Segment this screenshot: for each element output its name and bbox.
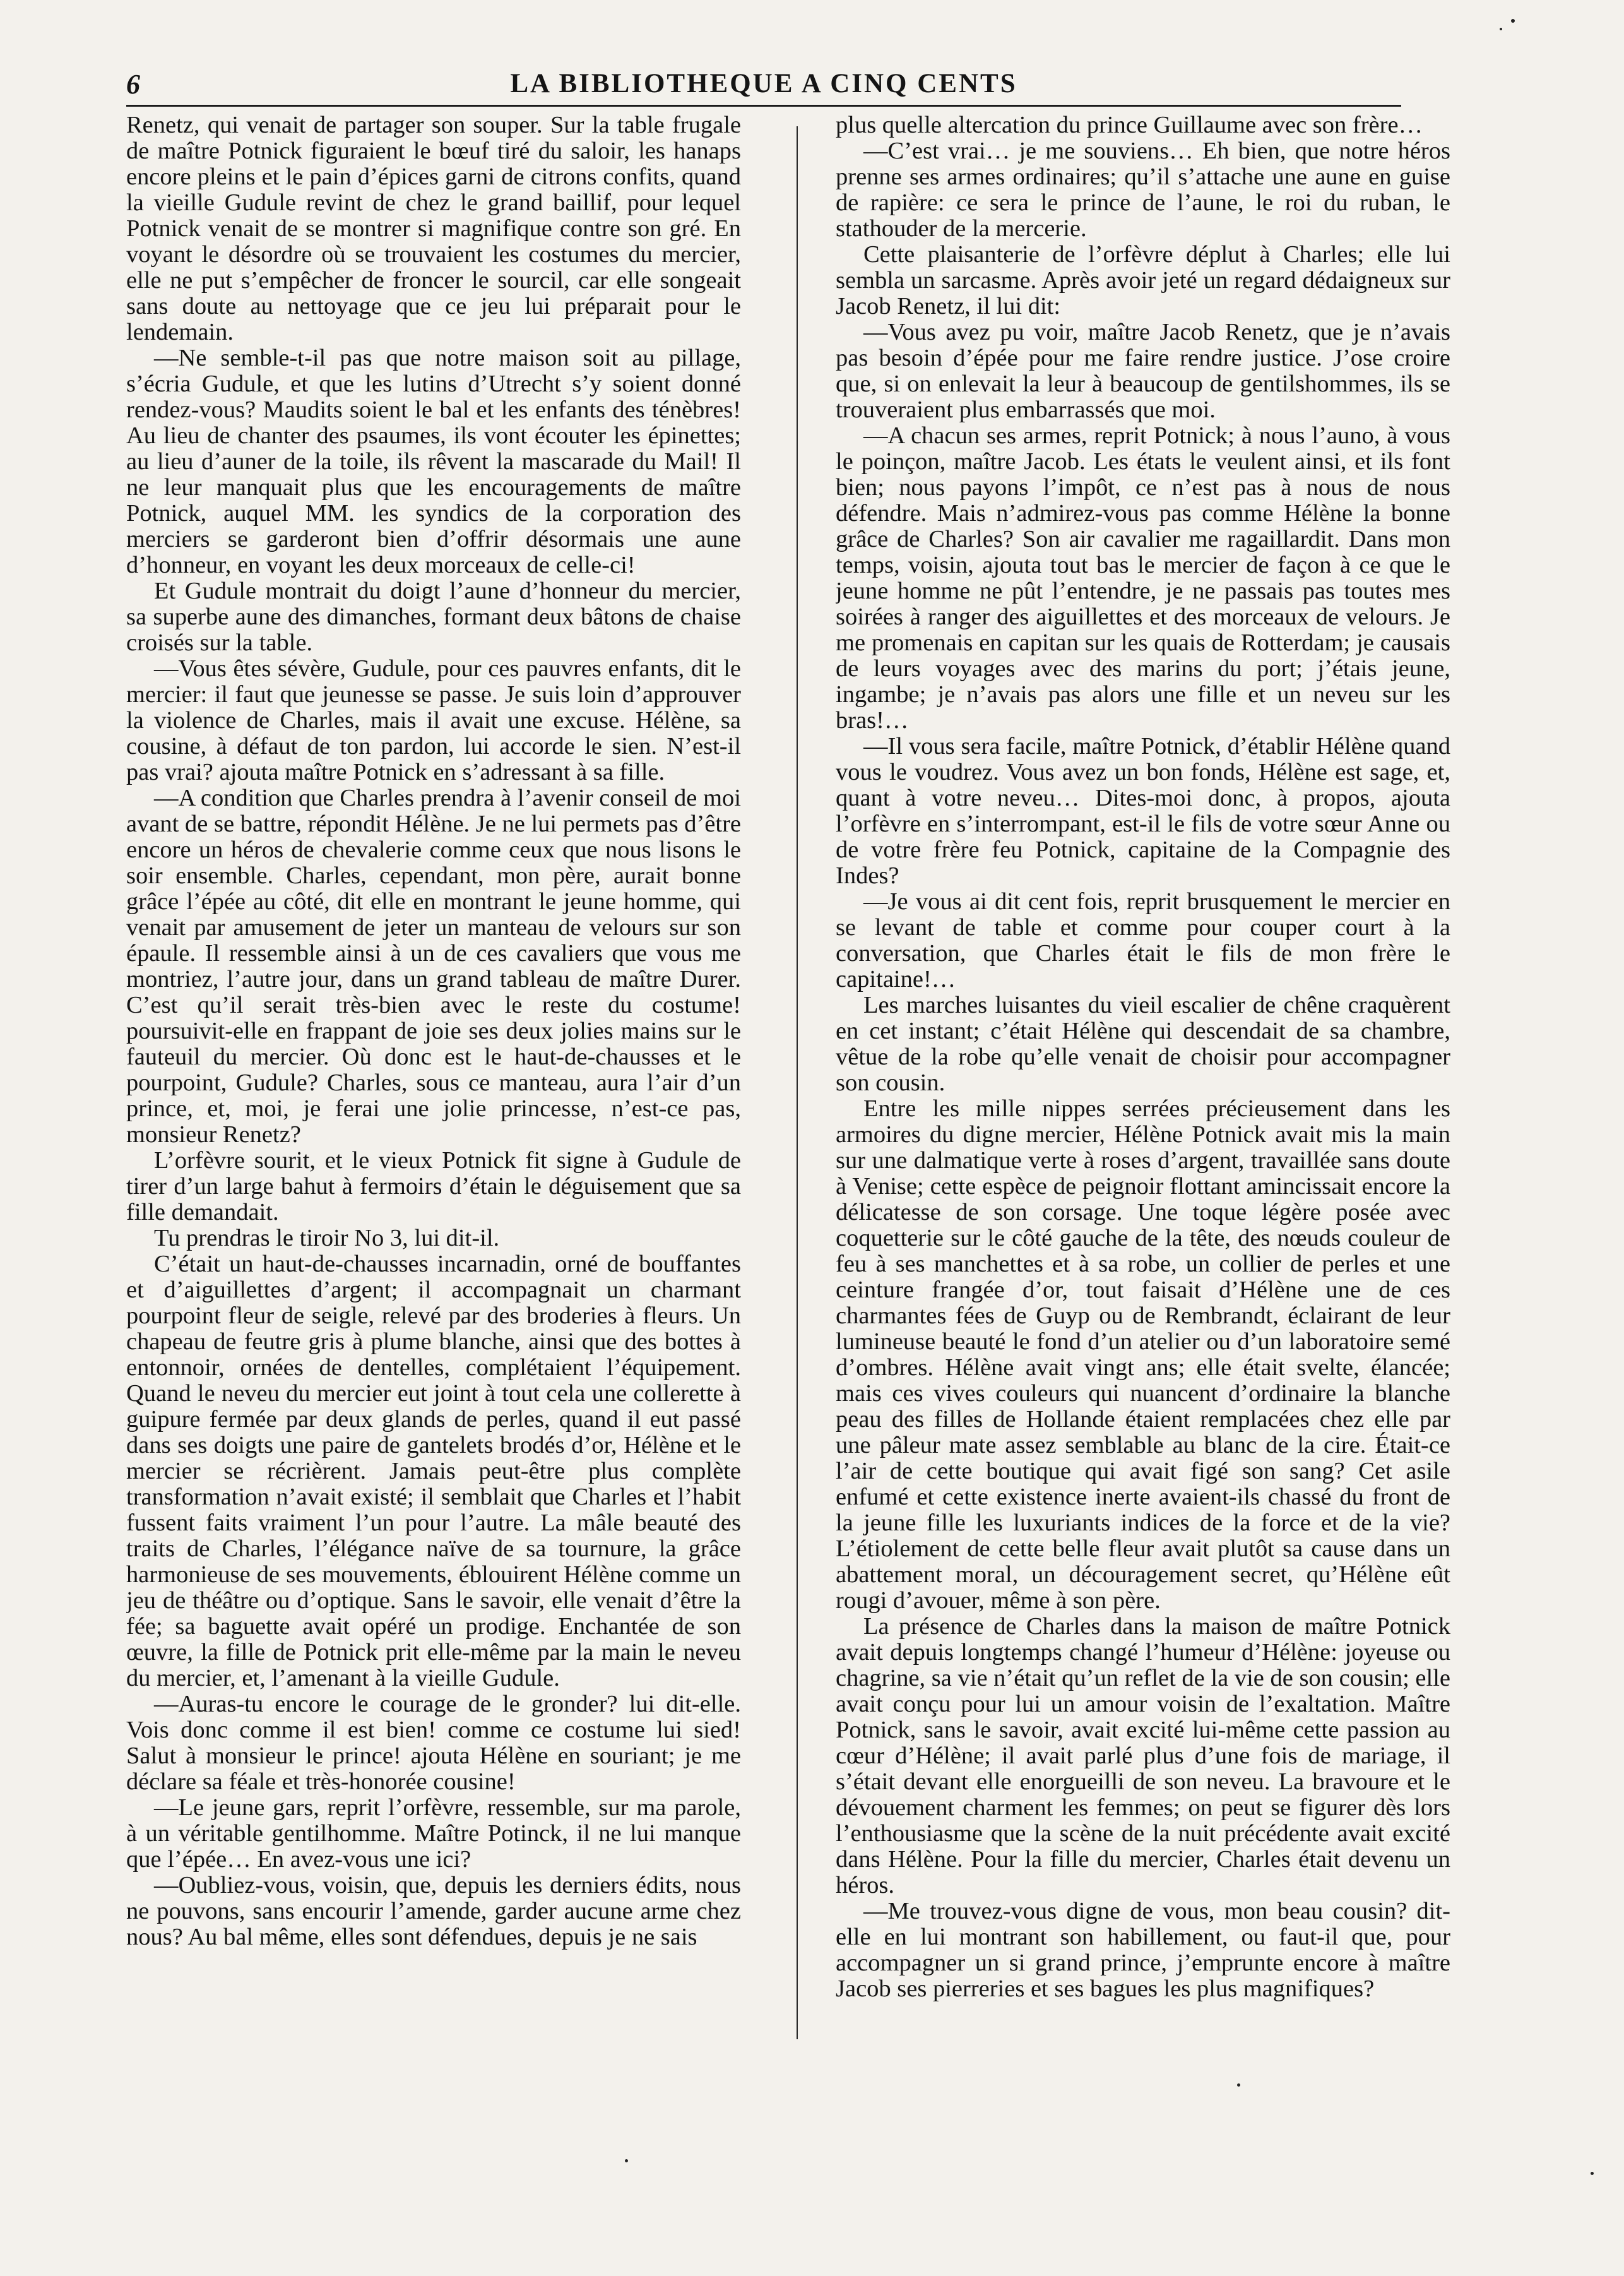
right-column [836, 112, 1450, 2063]
print-speck [1511, 19, 1515, 23]
paragraph: Tu prendras le tiroir No 3, lui dit-il. [154, 1225, 500, 1251]
paragraph: Les marches luisantes du vieil escalier de chêne craquèrent en cet instant; c’était Hélène qui descendait de sa chambre, vêtue de la robe qu’elle venait de choisir pour accompagner son cousin. [836, 992, 1450, 1096]
paragraph: —Il vous sera facile, maître Potnick, d’établir Hélène quand vous le voudrez. Vous avez un bon fonds, Hélène est sage, et, quant à votre neveu… Dites-moi donc, à propos, ajouta l’orfèvre en s’interrompant, est-il le fils de votre sœur Anne ou de votre frère feu Potnick, capitaine de la Compagnie des Indes? [836, 733, 1450, 889]
left-column [126, 112, 741, 2063]
paragraph: La présence de Charles dans la maison de maître Potnick avait depuis longtemps changé l’humeur d’Hélène: joyeuse ou chagrine, sa vie n’était qu’un reflet de la vie de son cousin; elle avait conçu pour lui un amour voisin de l’exaltation. Maître Potnick, sans le savoir, avait excité lui-même cette passion au cœur d’Hélène; il avait parlé plus d’une fois de mariage, il s’était devant elle enorgueilli de son neveu. La bravoure et le dévouement charment les femmes; on peut se figurer dès lors l’enthousiasme que la scène de la nuit précédente avait excité dans Hélène. Pour la fille du mercier, Charles était devenu un héros. [836, 1613, 1450, 1898]
column-divider [797, 126, 798, 2039]
paragraph: —Me trouvez-vous digne de vous, mon beau cousin? dit-elle en lui montrant son habillement, ou faut-il que, pour accompagner un si grand prince, j’emprunte encore à maître Jacob ses pierreries et ses bagues les plus magnifiques? [836, 1898, 1450, 2002]
running-title: LA BIBLIOTHEQUE A CINQ CENTS [510, 69, 1017, 98]
paragraph: —Je vous ai dit cent fois, reprit brusquement le mercier en se levant de table et comme pour couper court à la conversation, que Charles était le fils de mon frère le capitaine!… [836, 888, 1450, 992]
paragraph: —Auras-tu encore le courage de le gronder? lui dit-elle. Vois donc comme il est bien! comme ce costume lui sied! Salut à monsieur le prince! ajouta Hélène en souriant; je me déclare sa féale et très-honorée cousine! [126, 1691, 741, 1795]
paragraph: Entre les mille nippes serrées précieusement dans les armoires du digne mercier, Hélène Potnick avait mis la main sur une dalmatique verte à roses d’argent, travaillée sans doute à Venise; cette espèce de peignoir flottant amincissait encore la délicatesse de son corsage. Une toque légère posée avec coquetterie sur le côté gauche de la tête, des nœuds couleur de feu à ses manchettes et à sa robe, un collier de perles et une ceinture frangée d’or, tout faisait d’Hélène une de ces charmantes fées de Guyp ou de Rembrandt, éclairant de leur lumineuse beauté le fond d’un atelier ou d’un laboratoire semé d’ombres. Hélène avait vingt ans; elle était svelte, élancée; mais ces vives couleurs qui nuancent d’ordinaire la blanche peau des filles de Hollande étaient remplacées chez elle par une pâleur mate assez semblable au blanc de la cire. Était-ce l’air de cette boutique qui avait figé son sang? Cet asile enfumé et cette existence inerte avaient-ils chassé du front de la jeune fille les luxuriants indices de la force et de la vie? L’étiolement de cette belle fleur avait plutôt sa cause dans un abattement moral, un découragement secret, qu’Hélène eût rougi d’avouer, même à son père. [836, 1095, 1450, 1614]
paragraph: Renetz, qui venait de partager son souper. Sur la table frugale de maître Potnick figuraient le bœuf tiré du saloir, les hanaps encore pleins et le pain d’épices garni de citrons confits, quand la vieille Gudule revint de chez le grand baillif, pour lequel Potnick venait de se montrer si magnifique contre son gré. En voyant le désordre où se trouvaient les costumes du mercier, elle ne put s’empêcher de froncer le sourcil, car elle songeait sans doute au nettoyage que ce jeu lui préparait pour le lendemain. [126, 112, 741, 345]
paragraph: Cette plaisanterie de l’orfèvre déplut à Charles; elle lui sembla un sarcasme. Après avoir jeté un regard dédaigneux sur Jacob Renetz, il lui dit: [836, 241, 1450, 319]
page-number: 6 [126, 69, 140, 100]
paragraph: —Vous êtes sévère, Gudule, pour ces pauvres enfants, dit le mercier: il faut que jeunesse se passe. Je suis loin d’approuver la violence de Charles, mais il avait une excuse. Hélène, sa cousine, à défaut de ton pardon, lui accorde le sien. N’est-il pas vrai? ajouta maître Potnick en s’adressant à sa fille. [126, 655, 741, 785]
print-speck [1591, 2172, 1594, 2175]
paragraph: L’orfèvre sourit, et le vieux Potnick fit signe à Gudule de tirer d’un large bahut à fermoirs d’étain le déguisement que sa fille demandait. [126, 1147, 741, 1225]
page-header [126, 68, 1401, 106]
print-speck [625, 2159, 628, 2162]
header-rule [126, 105, 1401, 107]
paragraph: —Oubliez-vous, voisin, que, depuis les derniers édits, nous ne pouvons, sans encourir l’amende, garder aucune arme chez nous? Au bal même, elles sont défendues, depuis je ne sais [126, 1872, 741, 1950]
print-speck [1237, 2083, 1240, 2087]
print-speck [1500, 28, 1502, 30]
paragraph: —Vous avez pu voir, maître Jacob Renetz, que je n’avais pas besoin d’épée pour me faire rendre justice. J’ose croire que, si on enlevait la leur à beaucoup de gentilshommes, ils se trouveraient plus embarrassés que moi. [836, 319, 1450, 423]
paragraph: Et Gudule montrait du doigt l’aune d’honneur du mercier, sa superbe aune des dimanches, formant deux bâtons de chaise croisés sur la table. [126, 578, 741, 656]
paragraph: —A chacun ses armes, reprit Potnick; à nous l’auno, à vous le poinçon, maître Jacob. Les états le veulent ainsi, et ils font bien; nous payons l’impôt, ce n’est pas à nous de nous défendre. Mais n’admirez-vous pas comme Hélène la bonne grâce de Charles? Son air cavalier me ragaillardit. Dans mon temps, voisin, ajouta tout bas le mercier de façon à ce que le jeune homme ne pût l’entendre, je ne passais pas toutes mes soirées à ranger des aiguillettes et des morceaux de velours. Je me promenais en capitan sur les quais de Rotterdam; je causais de leurs voyages avec des marins du port; j’étais jeune, ingambe; je n’avais pas alors une fille et un neveu sur les bras!… [836, 422, 1450, 734]
paragraph: —C’est vrai… je me souviens… Eh bien, que notre héros prenne ses armes ordinaires; qu’il s’attache une aune en guise de rapière: ce sera le prince de l’aune, le roi du ruban, le stathouder de la mercerie. [836, 138, 1450, 242]
paragraph: —Ne semble-t-il pas que notre maison soit au pillage, s’écria Gudule, et que les lutins d’Utrecht s’y soient donné rendez-vous? Maudits soient le bal et les enfants des ténèbres! Au lieu de chanter des psaumes, ils vont écouter les épinettes; au lieu d’auner de la toile, ils rêvent la mascarade du Mail! Il ne leur manquait plus que les encouragements de maître Potnick, auquel MM. les syndics de la corporation des merciers se garderont bien d’offrir désormais une aune d’honneur, en voyant les deux morceaux de celle-ci! [126, 345, 741, 578]
paragraph: C’était un haut-de-chausses incarnadin, orné de bouffantes et d’aiguillettes d’argent; il accompagnait un charmant pourpoint fleur de seigle, relevé par des broderies à fleurs. Un chapeau de feutre gris à plume blanche, ainsi que des bottes à entonnoir, ornées de dentelles, complétaient l’équipement. Quand le neveu du mercier eut joint à tout cela une collerette à guipure fermée par deux glands de perles, quand il eut passé dans ses doigts une paire de gantelets brodés d’or, Hélène et le mercier se récrièrent. Jamais peut-être plus complète transformation n’avait existé; il semblait que Charles et l’habit fussent faits vraiment l’un pour l’autre. La mâle beauté des traits de Charles, l’élégance naïve de sa tournure, la grâce harmonieuse de ses mouvements, éblouirent Hélène comme un jeu de théâtre ou d’optique. Sans le savoir, elle venait d’être la fée; sa baguette avait opéré un prodige. Enchantée de son œuvre, la fille de Potnick prit elle-même par la main le neveu du mercier, et, l’amenant à la vieille Gudule. [126, 1251, 741, 1691]
paragraph: —Le jeune gars, reprit l’orfèvre, ressemble, sur ma parole, à un véritable gentilhomme. Maître Potinck, il ne lui manque que l’épée… En avez-vous une ici? [126, 1794, 741, 1873]
paragraph: —A condition que Charles prendra à l’avenir conseil de moi avant de se battre, répondit Hélène. Je ne lui permets pas d’être encore un héros de chevalerie comme ceux que nous lisons le soir ensemble. Charles, cependant, mon père, aurait bonne grâce l’épée au côté, dit elle en montrant le jeune homme, qui venait par amusement de jeter un manteau de velours sur son épaule. Il ressemble ainsi à un de ces cavaliers que vous me montriez, l’autre jour, dans un grand tableau de maître Durer. C’est qu’il serait très-bien avec le reste du costume! poursuivit-elle en frappant de joie ses deux jolies mains sur le fauteuil du mercier. Où donc est le haut-de-chausses et le pourpoint, Gudule? Charles, sous ce manteau, aura l’air d’un prince, et, moi, je ferai une jolie princesse, n’est-ce pas, monsieur Renetz? [126, 785, 741, 1148]
paragraph: plus quelle altercation du prince Guillaume avec son frère… [836, 112, 1423, 138]
